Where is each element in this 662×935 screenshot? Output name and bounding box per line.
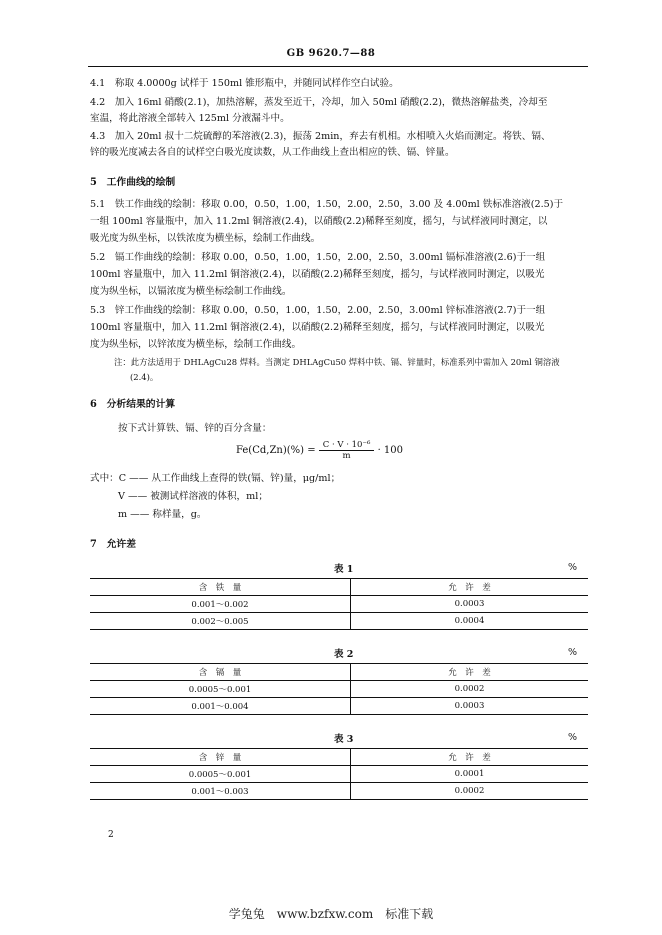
para-5-3-line3: 度为纵坐标，以锌浓度为横坐标，绘制工作曲线。 [90,339,302,350]
table-1-row1-value: 0.0003 [351,596,589,613]
para-5-2-line3: 度为纵坐标，以镉浓度为横坐标绘制工作曲线。 [90,286,292,297]
page-number: 2 [108,830,114,840]
table-row [90,613,588,630]
para-5-2-line2: 100ml 容量瓶中，加入 11.2ml 铜溶液(2.4)，以硝酸(2.2)稀释至刻度，摇匀，与试样液同时测定，以吸光 [90,269,545,280]
table-3-row1-range: 0.0005～0.001 [90,766,351,783]
table-2-unit: % [568,647,578,658]
table-3-row1-value: 0.0001 [351,766,589,783]
section-5-heading: 5 工作曲线的绘制 [90,177,176,188]
table-3-col1-header: 含 锌 量 [90,749,351,766]
where-m: m —— 称样量，g。 [118,509,207,520]
table-header-row [90,749,588,766]
note-line1: 注：此方法适用于 DHLAgCu28 焊料。当测定 DHLAgCu50 焊料中铁、镉、锌量时，标准系列中需加入 20ml 铜溶液 [114,357,560,367]
table-2 [90,663,588,715]
para-4-2-line2: 室温，将此溶液全部转入 125ml 分液漏斗中。 [90,113,290,124]
table-1 [90,578,588,630]
table-2-row2-range: 0.001～0.004 [90,698,351,715]
para-5-3-line2: 100ml 容量瓶中，加入 11.2ml 铜溶液(2.4)，以硝酸(2.2)稀释至刻度，摇匀，与试样液同时测定，以吸光 [90,322,545,333]
table-2-row1-range: 0.0005～0.001 [90,681,351,698]
table-3 [90,748,588,800]
table-3-col2-header: 允 许 差 [351,749,589,766]
table-2-row1-value: 0.0002 [351,681,589,698]
note-line2: (2.4)。 [130,372,159,382]
table-row [90,681,588,698]
formula-denominator: m [342,451,351,461]
table-2-col1-header: 含 镉 量 [90,664,351,681]
formula-fraction [319,440,375,461]
para-4-3-line1: 4.3 加入 20ml 叔十二烷硫醇的苯溶液(2.3)，振荡 2min，弃去有机相。水相喷入火焰而测定。将铁、镉、 [90,131,551,142]
table-1-row1-range: 0.001～0.002 [90,596,351,613]
calc-intro: 按下式计算铁、镉、锌的百分含量： [118,423,272,434]
table-1-unit: % [568,562,578,573]
table-3-caption: 表 3 [334,734,354,745]
standard-header: GB 9620.7—88 [286,48,376,59]
para-4-1: 4.1 称取 4.0000g 试样于 150ml 锥形瓶中，并随同试样作空白试验。 [90,78,399,89]
formula-lhs: Fe(Cd,Zn)(%) = [236,445,316,456]
para-4-3-line2: 锌的吸光度减去各自的试样空白吸光度读数，从工作曲线上查出相应的铁、镉、锌量。 [90,147,455,158]
table-1-caption: 表 1 [334,564,354,575]
section-7-heading: 7 允许差 [90,539,137,550]
where-v: V —— 被测试样溶液的体积，ml； [118,491,268,502]
formula [236,440,403,461]
table-3-row2-value: 0.0002 [351,783,589,800]
para-5-1-line1: 5.1 铁工作曲线的绘制：移取 0.00，0.50，1.00，1.50，2.00，2.50，3.00 及 4.00ml 铁标准溶液(2.5)于 [90,199,564,210]
table-row [90,698,588,715]
para-4-2-line1: 4.2 加入 16ml 硝酸(2.1)，加热溶解，蒸发至近干，冷却，加入 50ml 硝酸(2.2)，微热溶解盐类，冷却至 [90,97,548,108]
para-5-2-line1: 5.2 镉工作曲线的绘制：移取 0.00，0.50，1.00，1.50，2.00，2.50，3.00ml 镉标准溶液(2.6)于一组 [90,252,546,263]
where-c: 式中：C —— 从工作曲线上查得的铁(镉、锌)量，μg/ml； [90,473,341,484]
table-header-row [90,579,588,596]
table-1-col1-header: 含 铁 量 [90,579,351,596]
para-5-1-line3: 吸光度为纵坐标，以铁浓度为横坐标，绘制工作曲线。 [90,233,321,244]
header-rule [88,66,588,67]
table-2-col2-header: 允 许 差 [351,664,589,681]
table-1-row2-value: 0.0004 [351,613,589,630]
table-3-unit: % [568,732,578,743]
table-2-row2-value: 0.0003 [351,698,589,715]
para-5-1-line2: 一组 100ml 容量瓶中，加入 11.2ml 铜溶液(2.4)，以硝酸(2.2)稀释至刻度，摇匀，与试样液同时测定，以 [90,216,548,227]
table-row [90,766,588,783]
table-header-row [90,664,588,681]
section-6-heading: 6 分析结果的计算 [90,399,176,410]
table-1-col2-header: 允 许 差 [351,579,589,596]
para-5-3-line1: 5.3 锌工作曲线的绘制：移取 0.00，0.50，1.00，1.50，2.00，2.50，3.00ml 锌标准溶液(2.7)于一组 [90,305,546,316]
table-2-caption: 表 2 [334,649,354,660]
table-1-row2-range: 0.002～0.005 [90,613,351,630]
site-footer: 学兔兔 www.bzfxw.com 标准下载 [228,907,434,921]
formula-rhs: · 100 [377,445,404,456]
table-row [90,783,588,800]
table-row [90,596,588,613]
table-3-row2-range: 0.001～0.003 [90,783,351,800]
formula-numerator: C · V · 10⁻⁶ [319,440,375,451]
